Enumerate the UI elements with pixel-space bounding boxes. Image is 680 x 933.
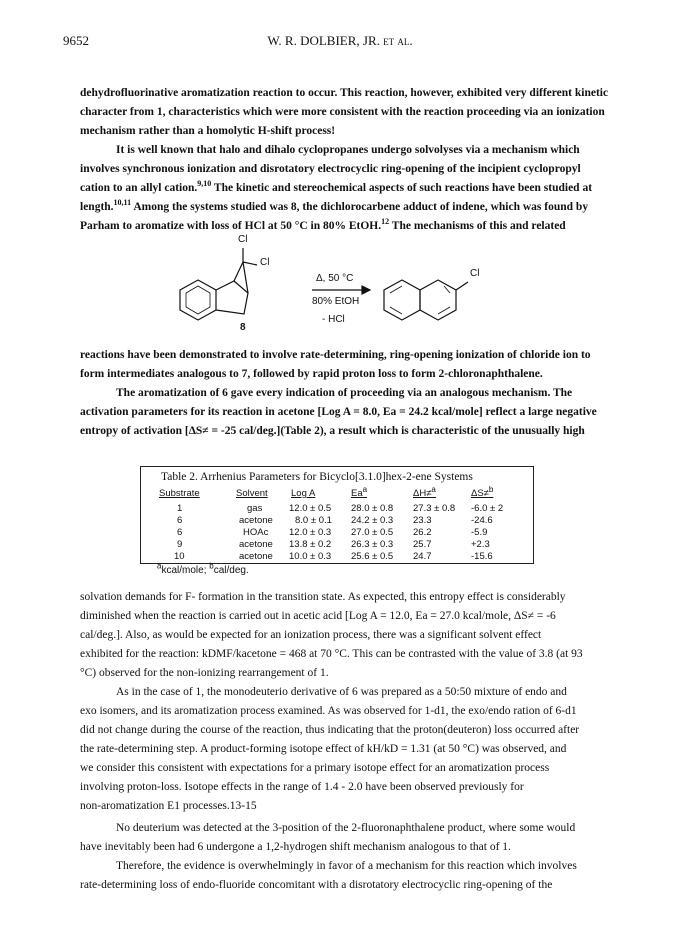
cell: acetone [239, 515, 273, 526]
text-line: The aromatization of 6 gave every indication of proceeding via an analogous mechanism. The [116, 387, 573, 399]
cell: 26.3 ± 0.3 [351, 539, 394, 550]
running-head: W. R. DOLBIER, JR. et al. [267, 33, 413, 48]
text-line: non-aromatization E1 processes.13-15 [80, 800, 257, 812]
condition-temperature: Δ, 50 °C [316, 273, 354, 284]
text-fragment: Parham to aromatize with loss of HCl at 50 °C in 80% EtOH. [80, 220, 382, 232]
table-row [141, 503, 533, 515]
cell: 24.2 ± 0.3 [351, 515, 394, 526]
text-fragment: The kinetic and stereochemical aspects of such reactions have been studied at [211, 182, 593, 194]
cell: 25.6 ± 0.5 [351, 551, 394, 562]
cell: 12.0 ± 0.3 [289, 527, 332, 538]
cell: +2.3 [471, 539, 490, 550]
text-line [80, 198, 612, 217]
text-fragment: The mechanisms of this and related [389, 220, 566, 232]
text-line: No deuterium was detected at the 3-position of the 2-fluoronaphthalene product, where some would [116, 822, 576, 834]
cyclopentane-ring [216, 281, 248, 314]
table-row [141, 539, 533, 551]
chlorine-label: Cl [260, 257, 270, 268]
paragraph-6 [80, 683, 612, 816]
paragraph-4 [80, 384, 612, 441]
cell: 26.2 [413, 527, 432, 538]
header-text: ΔS≠ [471, 488, 489, 499]
cell: 27.3 ± 0.8 [413, 503, 456, 514]
text-line: solvation demands for F- formation in the transition state. As expected, this entropy effect is considerably [80, 591, 566, 603]
footnote-mark: b [209, 561, 214, 571]
text-line: form intermediates analogous to 7, followed by rapid proton loss to form 2-chloronaphthalene. [80, 368, 543, 380]
paragraph-7 [80, 819, 612, 857]
text-line: involves synchronous ionization and disrotatory electrocyclic ring-opening of the incipient cyclopropyl [80, 163, 581, 175]
text-line: reactions have been demonstrated to involve rate-determining, ring-opening ionization of chloride ion to [80, 349, 591, 361]
cell: 28.0 ± 0.8 [351, 503, 394, 514]
compound-number: 8 [240, 322, 246, 333]
text-line: entropy of activation [ΔS≠ = -25 cal/deg.](Table 2), a result which is characteristic of the unusually high [80, 425, 585, 437]
citation: 10,11 [113, 198, 132, 208]
chlorine-label: Cl [238, 234, 248, 245]
cell: HOAc [243, 527, 269, 538]
cell: 6 [177, 515, 183, 526]
header-text: ΔH≠ [413, 488, 432, 499]
cell: 12.0 ± 0.5 [289, 503, 332, 514]
paragraph-2 [80, 141, 612, 236]
text-line [80, 217, 612, 236]
cell: acetone [239, 551, 273, 562]
column-header: Solvent [236, 488, 268, 499]
condition-loss: - HCl [322, 314, 345, 325]
cell: -6.0 ± 2 [471, 503, 504, 514]
cell: 1 [177, 503, 183, 514]
text-line: exhibited for the reaction: kDMF/kacetone = 468 at 70 °C. This can be contrasted with the value of 3.8 (at 93 [80, 648, 583, 660]
cell: 8.0 ± 0.1 [295, 515, 332, 526]
header-text: Ea [351, 488, 363, 499]
cyclopropane-ring [234, 262, 248, 293]
cell: -15.6 [471, 551, 493, 562]
citation: 12 [381, 217, 390, 227]
text-line: diminished when the reaction is carried out in acetic acid [Log A = 12.0, Ea = 27.0 kcal/mole, ΔS≠ = -6 [80, 610, 556, 622]
table-title: Table 2. Arrhenius Parameters for Bicyclo[3.1.0]hex-2-ene Systems [161, 471, 473, 483]
cell: 10.0 ± 0.3 [289, 551, 332, 562]
footnote-mark: a [157, 561, 162, 571]
page-number: 9652 [63, 33, 89, 48]
header-footnote-mark: a [431, 484, 436, 494]
chlorine-label: Cl [470, 268, 480, 279]
table-row [141, 551, 533, 563]
cell: gas [247, 503, 263, 514]
reaction-scheme [150, 234, 530, 338]
text-line: °C) observed for the non-ionizing rearrangement of 1. [80, 667, 329, 679]
text-line: dehydrofluorinative aromatization reaction to occur. This reaction, however, exhibited very different kinetic [80, 87, 609, 99]
paragraph-5 [80, 588, 612, 683]
condition-solvent: 80% EtOH [312, 296, 360, 307]
text-line [80, 179, 612, 198]
paragraph-3 [80, 346, 612, 384]
text-line: exo isomers, and its aromatization process examined. As was observed for 1-d1, the exo/endo ration of 6-d1 [80, 705, 577, 717]
column-header [351, 484, 368, 499]
footnote-text: cal/deg. [213, 565, 249, 576]
column-header [413, 484, 436, 499]
text-line: involving proton-loss. Isotope effects in the range of 1.4 - 2.0 have been observed previously for [80, 781, 524, 793]
text-line: activation parameters for its reaction in acetone [Log A = 8.0, Ea = 24.2 kcal/mole] reflect a large negative [80, 406, 597, 418]
cell: 13.8 ± 0.2 [289, 539, 332, 550]
column-header: Log A [291, 488, 316, 499]
column-header: Substrate [159, 488, 200, 499]
footnote-text: kcal/mole; [161, 565, 210, 576]
column-header [471, 484, 494, 499]
citation: 9,10 [197, 179, 212, 189]
text-line: Therefore, the evidence is overwhelmingly in favor of a mechanism for this reaction which involves [116, 860, 577, 872]
table-2 [140, 466, 534, 564]
cell: 10 [174, 551, 185, 562]
text-line: cal/deg.]. Also, as would be expected for an ionization process, there was a significant solvent effect [80, 629, 542, 641]
cell: 27.0 ± 0.5 [351, 527, 394, 538]
table-footnote [157, 561, 249, 576]
cell: 24.7 [413, 551, 432, 562]
cell: 25.7 [413, 539, 432, 550]
cell: acetone [239, 539, 273, 550]
header-footnote-mark: a [362, 484, 368, 494]
cell: 6 [177, 527, 183, 538]
text-fragment: cation to an allyl cation. [80, 182, 198, 194]
text-line: have inevitably been had 6 undergone a 1,2-hydrogen shift mechanism analogous to that of 1. [80, 841, 511, 853]
text-fragment: length. [80, 201, 114, 213]
text-fragment: Among the systems studied was 8, the dichlorocarbene adduct of indene, which was found by [131, 201, 589, 213]
table-row [141, 527, 533, 539]
cell: 23.3 [413, 515, 432, 526]
text-line: mechanism rather than a homolytic H-shift process! [80, 125, 336, 137]
text-line: did not change during the course of the reaction, thus indicating that the proton(deuteron) loss occurred after [80, 724, 580, 736]
text-line: It is well known that halo and dihalo cyclopropanes undergo solvolyses via a mechanism which [116, 144, 580, 156]
text-line: the rate-determining step. A product-forming isotope effect of kH/kD = 1.31 (at 50 °C) was observed, and [80, 743, 567, 755]
text-line: we consider this consistent with expectations for a primary isotope effect for an aromatization process [80, 762, 550, 774]
cell: -24.6 [471, 515, 493, 526]
text-line: rate-determining loss of endo-fluoride concomitant with a disrotatory electrocyclic ring-opening of the [80, 879, 553, 891]
header-footnote-mark: b [488, 484, 494, 494]
paragraph-1 [80, 84, 612, 141]
cell: -5.9 [471, 527, 488, 538]
text-line: character from 1, characteristics which were more consistent with the reaction proceeding via an ionization [80, 106, 605, 118]
cell: 9 [177, 539, 183, 550]
text-line: As in the case of 1, the monodeuterio derivative of 6 was prepared as a 50:50 mixture of endo and [116, 686, 567, 698]
paragraph-8 [80, 857, 612, 895]
table-row [141, 515, 533, 527]
